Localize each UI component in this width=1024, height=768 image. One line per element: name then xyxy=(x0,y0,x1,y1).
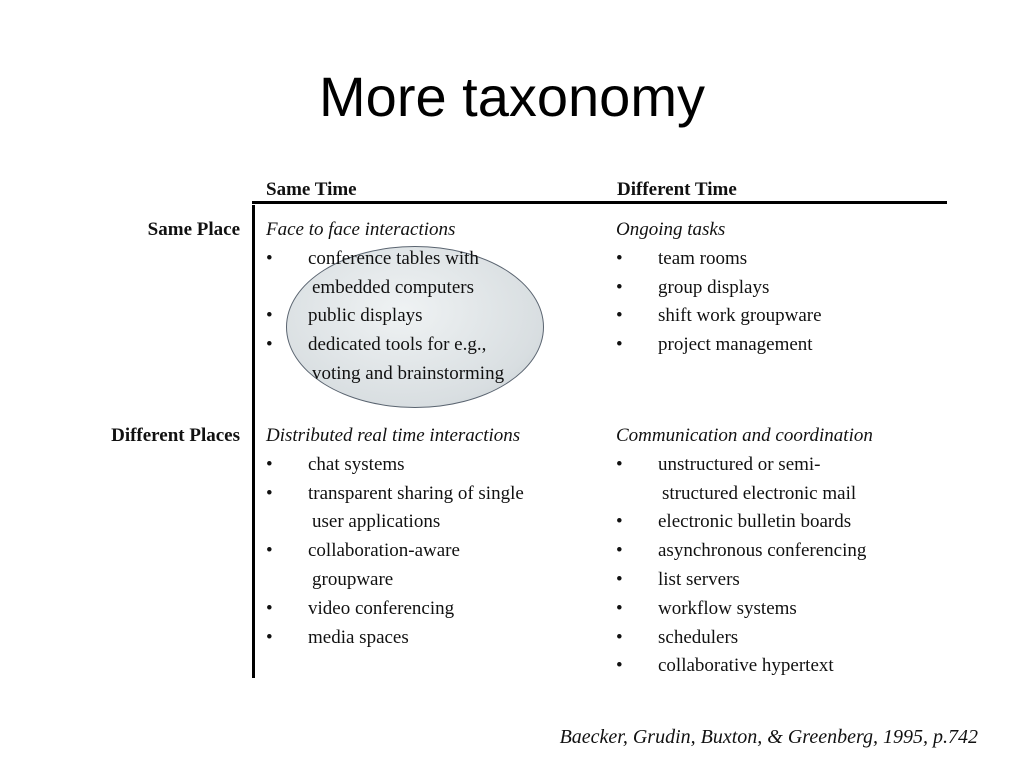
row-header-different-places: Different Places xyxy=(111,425,240,446)
list-item xyxy=(266,566,606,595)
list-item xyxy=(616,566,956,595)
bullet-icon: • xyxy=(266,334,273,356)
list-item-text: schedulers xyxy=(658,626,739,648)
cell-title: Communication and coordination xyxy=(616,425,873,446)
list-item xyxy=(266,595,606,624)
list-item-text: asynchronous conferencing xyxy=(658,540,867,562)
list-item-text: unstructured or semi- xyxy=(658,453,821,475)
cell-different-places-same-time xyxy=(266,422,606,652)
bullet-icon: • xyxy=(616,597,623,619)
cell-list xyxy=(616,245,946,360)
list-item xyxy=(266,624,606,653)
list-item xyxy=(266,537,606,566)
list-item-text: collaborative hypertext xyxy=(658,655,834,677)
list-item-text: shift work groupware xyxy=(658,305,822,327)
bullet-icon: • xyxy=(616,276,623,298)
cell-title: Ongoing tasks xyxy=(616,219,726,240)
list-item-text: public displays xyxy=(308,305,423,327)
bullet-icon: • xyxy=(616,655,623,677)
cell-title: Face to face interactions xyxy=(266,219,456,240)
bullet-icon: • xyxy=(266,597,273,619)
bullet-icon: • xyxy=(616,247,623,269)
cell-title: Distributed real time interactions xyxy=(266,425,521,446)
bullet-icon: • xyxy=(266,540,273,562)
list-item-text: groupware xyxy=(312,568,394,590)
list-item-text: conference tables with xyxy=(308,247,479,269)
bullet-icon: • xyxy=(616,305,623,327)
list-item xyxy=(616,480,956,509)
cell-same-place-same-time xyxy=(266,216,596,389)
row-header-same-place: Same Place xyxy=(147,219,240,240)
bullet-icon: • xyxy=(266,482,273,504)
list-item xyxy=(616,451,956,480)
list-item-text: user applications xyxy=(312,511,441,533)
cell-list xyxy=(616,451,956,681)
list-item xyxy=(616,508,956,537)
citation: Baecker, Grudin, Buxton, & Greenberg, 1995, p.742 xyxy=(559,726,978,748)
bullet-icon: • xyxy=(266,305,273,327)
list-item-text: electronic bulletin boards xyxy=(658,511,852,533)
list-item xyxy=(616,331,946,360)
col-header-different-time: Different Time xyxy=(617,179,737,200)
list-item-text: media spaces xyxy=(308,626,409,648)
list-item xyxy=(616,595,956,624)
list-item xyxy=(616,274,946,303)
list-item xyxy=(266,480,606,509)
list-item-text: dedicated tools for e.g., xyxy=(308,334,487,356)
bullet-icon: • xyxy=(616,511,623,533)
list-item-text: team rooms xyxy=(658,247,748,269)
list-item xyxy=(616,537,956,566)
bullet-icon: • xyxy=(616,540,623,562)
list-item xyxy=(266,451,606,480)
bullet-icon: • xyxy=(616,334,623,356)
cell-list xyxy=(266,451,606,653)
list-item-text: group displays xyxy=(658,276,770,298)
list-item-text: workflow systems xyxy=(658,597,797,619)
cell-different-places-different-time xyxy=(616,422,956,681)
list-item xyxy=(266,245,596,274)
bullet-icon: • xyxy=(616,453,623,475)
bullet-icon: • xyxy=(266,626,273,648)
list-item-text: embedded computers xyxy=(312,276,474,298)
row-header-divider xyxy=(252,205,255,678)
bullet-icon: • xyxy=(616,626,623,648)
list-item xyxy=(616,302,946,331)
list-item xyxy=(266,274,596,303)
list-item xyxy=(616,624,956,653)
list-item xyxy=(266,331,596,360)
slide-title: More taxonomy xyxy=(319,65,705,128)
list-item-text: list servers xyxy=(658,568,740,590)
col-header-same-time: Same Time xyxy=(266,179,357,200)
list-item xyxy=(266,302,596,331)
list-item xyxy=(616,245,946,274)
list-item-text: transparent sharing of single xyxy=(308,482,524,504)
cell-same-place-different-time xyxy=(616,216,946,360)
list-item xyxy=(266,508,606,537)
list-item-text: voting and brainstorming xyxy=(312,362,505,384)
list-item xyxy=(266,360,596,389)
list-item xyxy=(616,652,956,681)
list-item-text: structured electronic mail xyxy=(662,482,857,504)
bullet-icon: • xyxy=(616,568,623,590)
list-item-text: video conferencing xyxy=(308,597,455,619)
list-item-text: collaboration-aware xyxy=(308,540,460,562)
bullet-icon: • xyxy=(266,247,273,269)
list-item-text: project management xyxy=(658,334,813,356)
bullet-icon: • xyxy=(266,453,273,475)
list-item-text: chat systems xyxy=(308,453,405,475)
cell-list xyxy=(266,245,596,389)
